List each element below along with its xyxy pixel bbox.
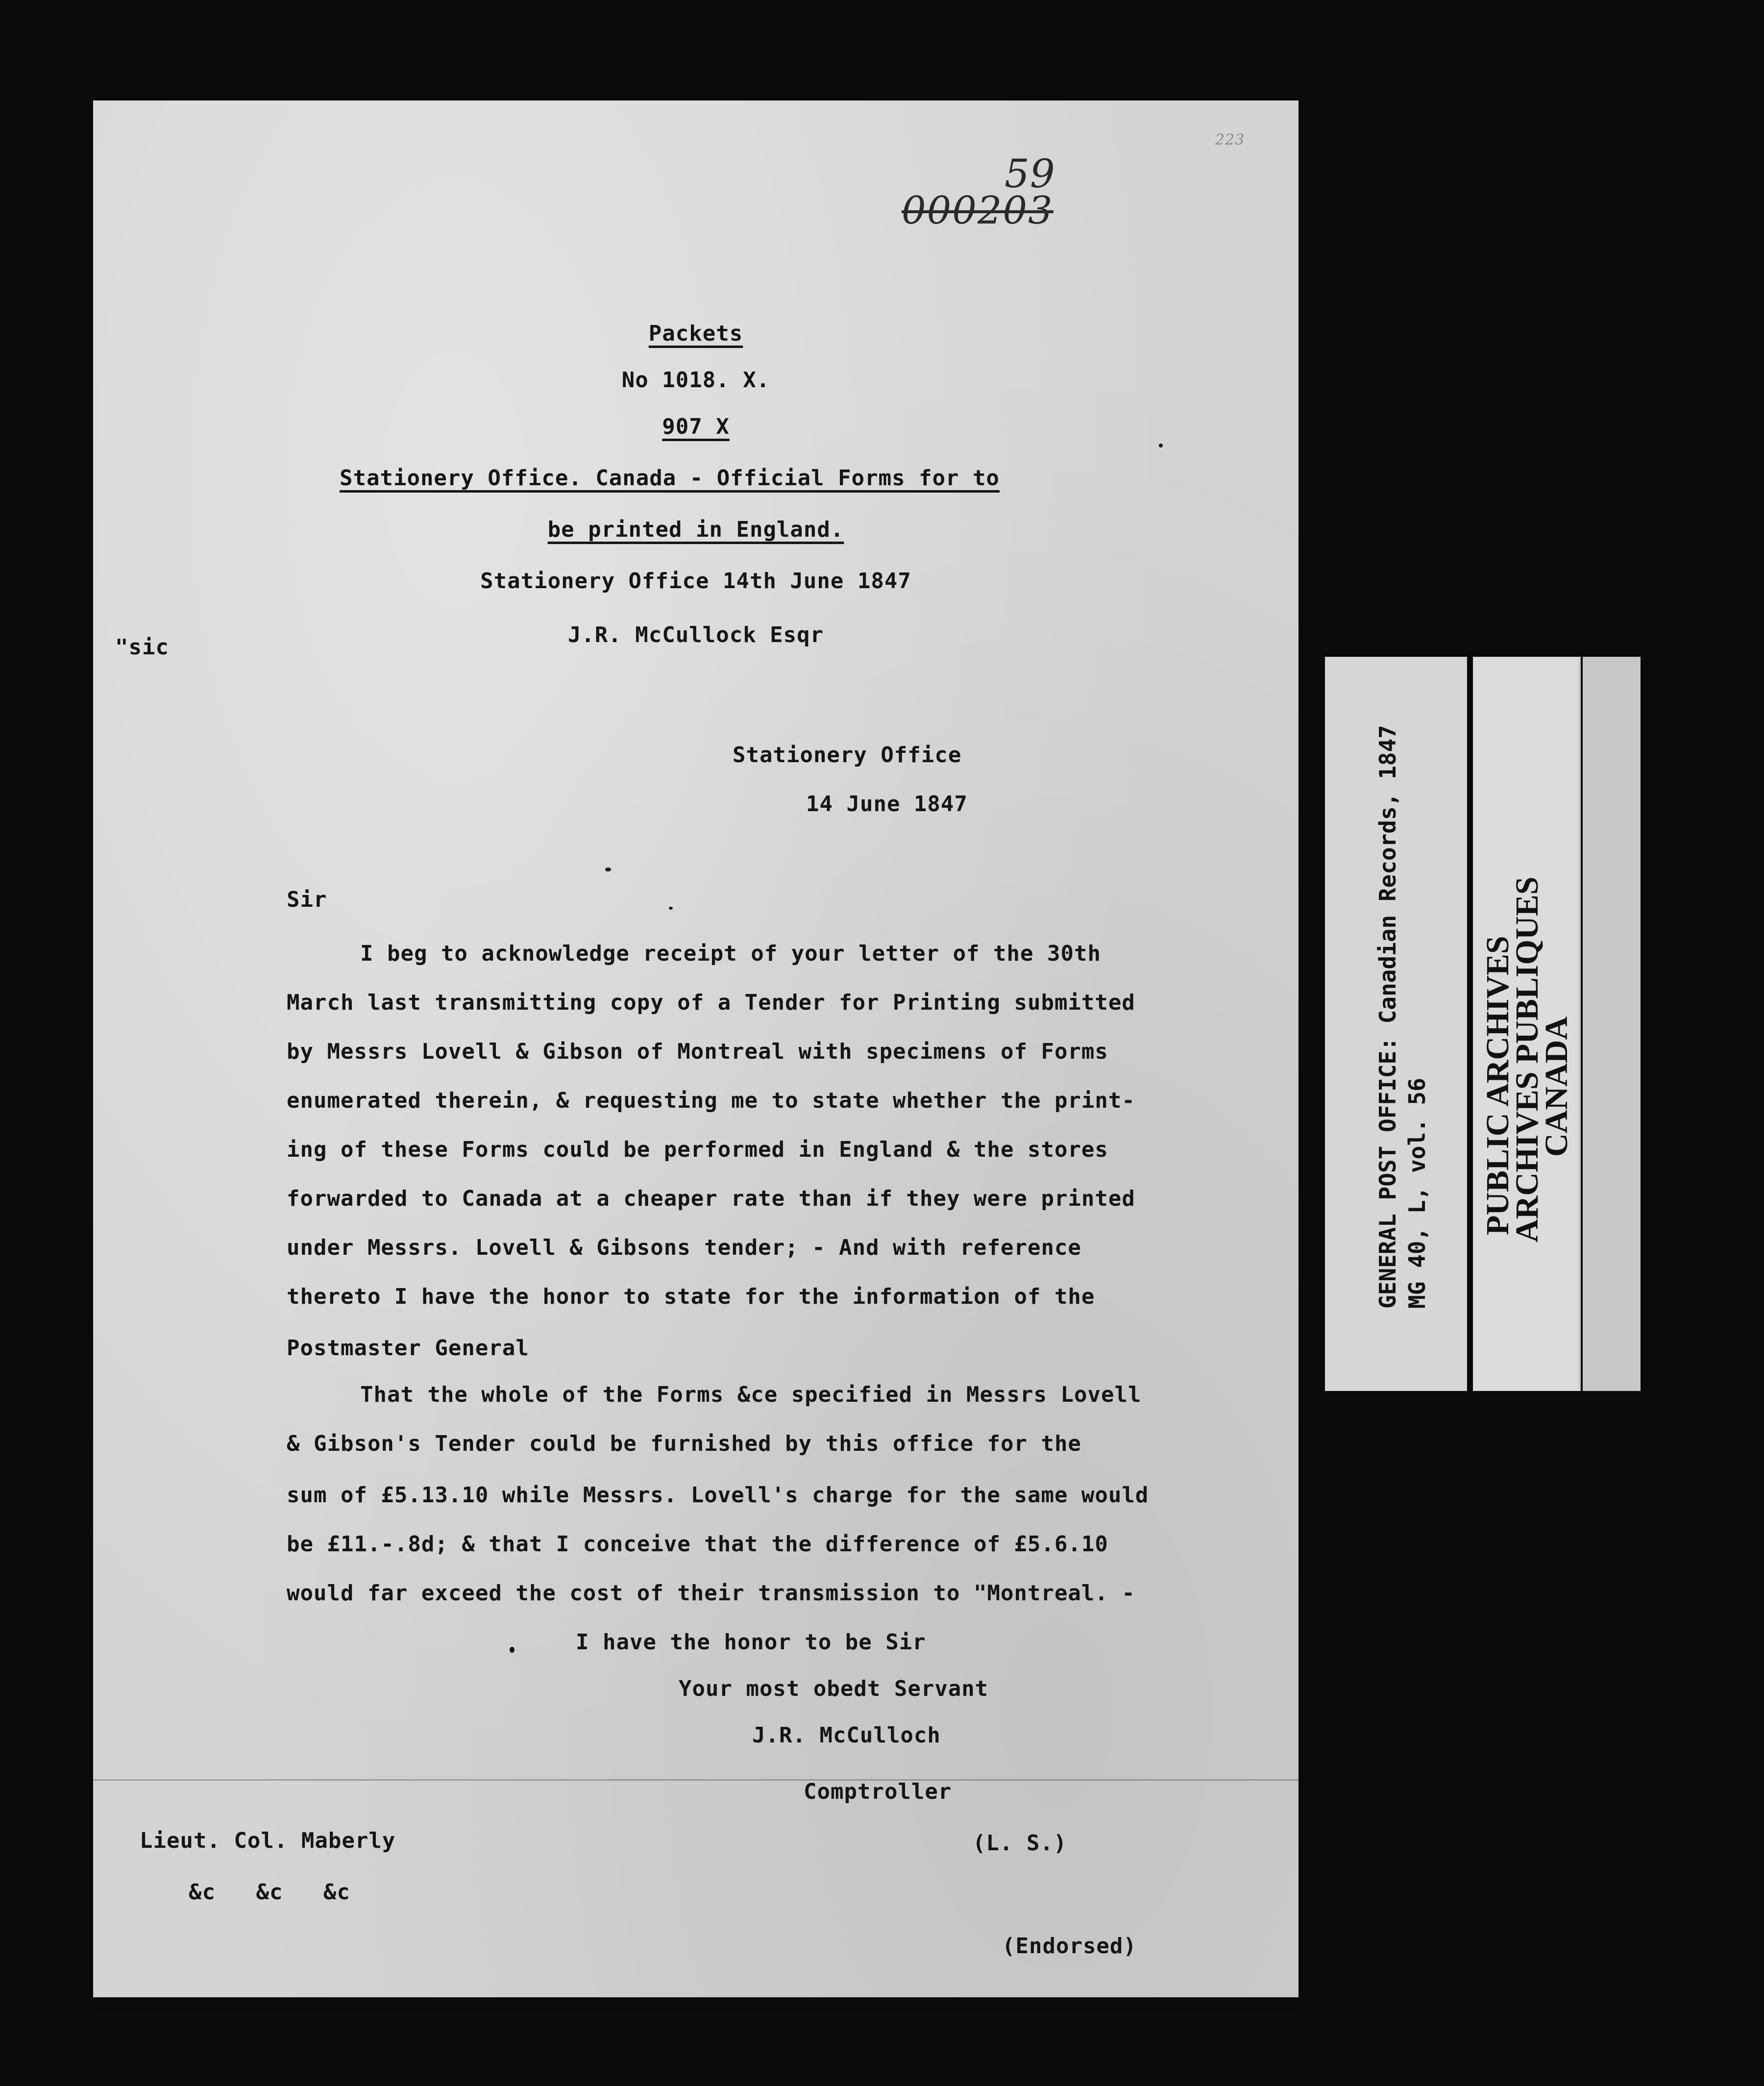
number-line: No 1018. X. — [621, 368, 770, 393]
letter-line: would far exceed the cost of their transmission to "Montreal. - — [287, 1581, 1135, 1606]
letter-line: enumerated therein, & requesting me to state whether the print- — [287, 1088, 1135, 1113]
dust-speck — [605, 868, 611, 871]
institution-name-fr: ARCHIVES PUBLIQUES — [1509, 876, 1545, 1242]
letter-line: March last transmitting copy of a Tender for Printing submitted — [287, 990, 1135, 1015]
letter-line: Postmaster General — [287, 1336, 529, 1361]
signer-title: Comptroller — [804, 1779, 952, 1804]
salutation: Sir — [287, 887, 327, 912]
subject-line-1 — [340, 466, 1000, 491]
letter-line: That the whole of the Forms &ce specified in Messrs Lovell — [360, 1382, 1142, 1407]
ref-line-text: 907 X — [662, 414, 730, 439]
heading-text: Packets — [648, 321, 743, 346]
fold-line — [93, 1779, 1298, 1781]
sender-date: 14 June 1847 — [806, 792, 968, 817]
addressee-etc: &c &c &c — [189, 1880, 350, 1905]
addressee: Lieut. Col. Maberly — [140, 1828, 396, 1853]
seal-mark: (L. S.) — [973, 1831, 1067, 1856]
folio-handwritten: 59 — [1004, 151, 1055, 197]
corner-note: 223 — [1215, 131, 1245, 149]
document-page — [93, 100, 1298, 1997]
dust-speck — [1159, 444, 1163, 447]
closing-1: I have the honor to be Sir — [576, 1630, 926, 1655]
ref-line — [93, 414, 1298, 440]
letter-line: forwarded to Canada at a cheaper rate than if they were printed — [287, 1186, 1135, 1211]
institution-country: CANADA — [1539, 1017, 1574, 1157]
letter-line: be £11.-.8d; & that I conceive that the difference of £5.6.10 — [287, 1532, 1108, 1557]
folio-struck: 000203 — [902, 189, 1054, 233]
subject-line-1-text: Stationery Office. Canada - Official Forms for to — [340, 466, 1000, 491]
institution-name-en: PUBLIC ARCHIVES — [1480, 936, 1516, 1235]
dust-speck — [510, 1647, 514, 1653]
archive-label-edge — [1583, 657, 1641, 1391]
archive-volume-line: MG 40, L, vol. 56 — [1404, 1078, 1430, 1309]
subject-line-2-text: be printed in England. — [547, 517, 844, 542]
letter-line: by Messrs Lovell & Gibson of Montreal with specimens of Forms — [287, 1039, 1108, 1064]
letter-line: ing of these Forms could be performed in England & the stores — [287, 1137, 1108, 1162]
letter-line: sum of £5.13.10 while Messrs. Lovell's charge for the same would — [287, 1483, 1149, 1508]
archive-record-line: GENERAL POST OFFICE: Canadian Records, 1847 — [1374, 725, 1401, 1309]
archive-label-strip — [1325, 657, 1467, 1391]
letter-line: & Gibson's Tender could be furnished by this office for the — [287, 1431, 1081, 1456]
endorsed-note: (Endorsed) — [1002, 1934, 1137, 1959]
letter-line: I beg to acknowledge receipt of your letter of the 30th — [360, 941, 1101, 966]
margin-note: "sic — [115, 635, 169, 660]
from-line: J.R. McCullock Esqr — [567, 622, 824, 647]
letter-line: under Messrs. Lovell & Gibsons tender; - And with reference — [287, 1235, 1081, 1260]
closing-2: Your most obedt Servant — [679, 1676, 989, 1701]
sender-place: Stationery Office — [733, 743, 962, 768]
dust-speck — [669, 907, 673, 910]
signature: J.R. McCulloch — [752, 1723, 941, 1748]
subject-line-2 — [93, 517, 1298, 543]
date-line: Stationery Office 14th June 1847 — [480, 569, 911, 594]
heading — [93, 321, 1298, 347]
archive-institution-strip — [1473, 657, 1581, 1391]
letter-line: thereto I have the honor to state for the information of the — [287, 1284, 1095, 1309]
